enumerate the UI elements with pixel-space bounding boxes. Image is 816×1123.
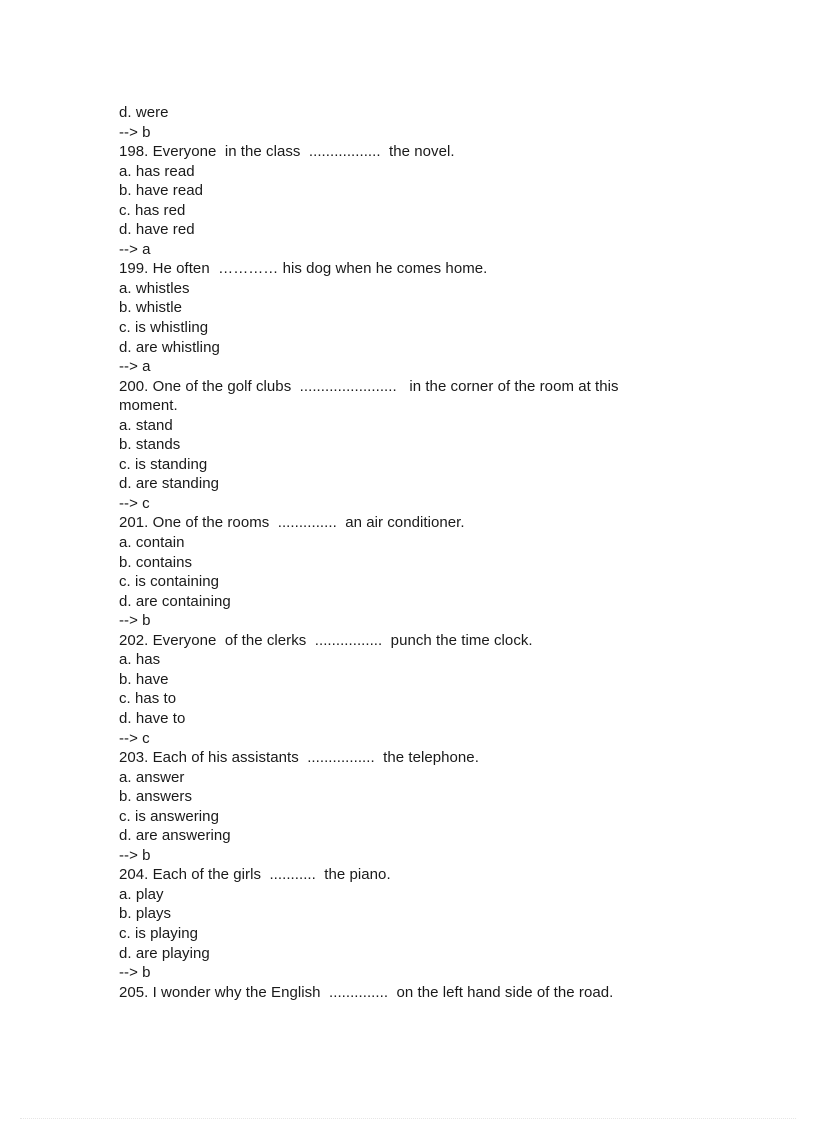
option-line: a. whistles bbox=[119, 279, 190, 297]
option-line: c. has to bbox=[119, 690, 177, 708]
option-line: b. whistle bbox=[119, 299, 183, 317]
question-line: 198. Everyone in the class ................. the novel. bbox=[119, 143, 455, 161]
text-line: d. were bbox=[119, 104, 169, 121]
option-line: b. plays bbox=[119, 905, 172, 923]
option-line: b. contains bbox=[119, 553, 193, 571]
option-line: d. have red bbox=[119, 221, 195, 239]
option-line: b. have read bbox=[119, 182, 203, 200]
option-line: c. is playing bbox=[119, 924, 199, 942]
option-line: d. have to bbox=[119, 709, 186, 727]
option-line: c. is answering bbox=[119, 807, 219, 825]
option-line: d. are containing bbox=[119, 592, 231, 610]
option-line: c. is whistling bbox=[119, 319, 209, 337]
option-line: c. is containing bbox=[119, 573, 220, 591]
answer-line: --> b bbox=[119, 123, 151, 141]
answer-line: --> b bbox=[119, 964, 151, 982]
answer-line: --> a bbox=[119, 240, 151, 258]
page-bottom-divider bbox=[20, 1118, 796, 1119]
answer-line: --> c bbox=[119, 494, 150, 512]
option-line: d. are standing bbox=[119, 475, 219, 493]
question-line: 201. One of the rooms .............. an air conditioner. bbox=[119, 514, 465, 532]
option-line: a. stand bbox=[119, 416, 173, 434]
answer-line: --> b bbox=[119, 846, 151, 864]
question-line: 204. Each of the girls ........... the piano. bbox=[119, 866, 391, 884]
option-line: a. play bbox=[119, 885, 164, 903]
option-line: d. are playing bbox=[119, 944, 210, 962]
question-line: 199. He often ………… his dog when he comes home. bbox=[119, 260, 488, 278]
option-line: b. stands bbox=[119, 436, 181, 454]
option-line: d. are answering bbox=[119, 827, 231, 845]
question-line: 203. Each of his assistants ................ the telephone. bbox=[119, 749, 479, 767]
answer-line: --> c bbox=[119, 729, 150, 747]
option-line: c. has red bbox=[119, 201, 186, 219]
option-line: b. answers bbox=[119, 788, 193, 806]
answer-line: --> b bbox=[119, 612, 151, 630]
document-body bbox=[119, 103, 659, 1002]
option-line: a. has bbox=[119, 651, 161, 669]
option-line: a. answer bbox=[119, 768, 185, 786]
option-line: a. contain bbox=[119, 534, 185, 552]
option-line: d. are whistling bbox=[119, 338, 220, 356]
answer-line: --> a bbox=[119, 358, 151, 376]
option-line: c. is standing bbox=[119, 455, 208, 473]
question-line: 200. One of the golf clubs ....................... in the corner of the room at this moment. bbox=[119, 377, 623, 415]
question-line: 205. I wonder why the English .............. on the left hand side of the road. bbox=[119, 983, 614, 1001]
question-line: 202. Everyone of the clerks ................ punch the time clock. bbox=[119, 631, 533, 649]
option-line: a. has read bbox=[119, 162, 195, 180]
option-line: b. have bbox=[119, 670, 169, 688]
